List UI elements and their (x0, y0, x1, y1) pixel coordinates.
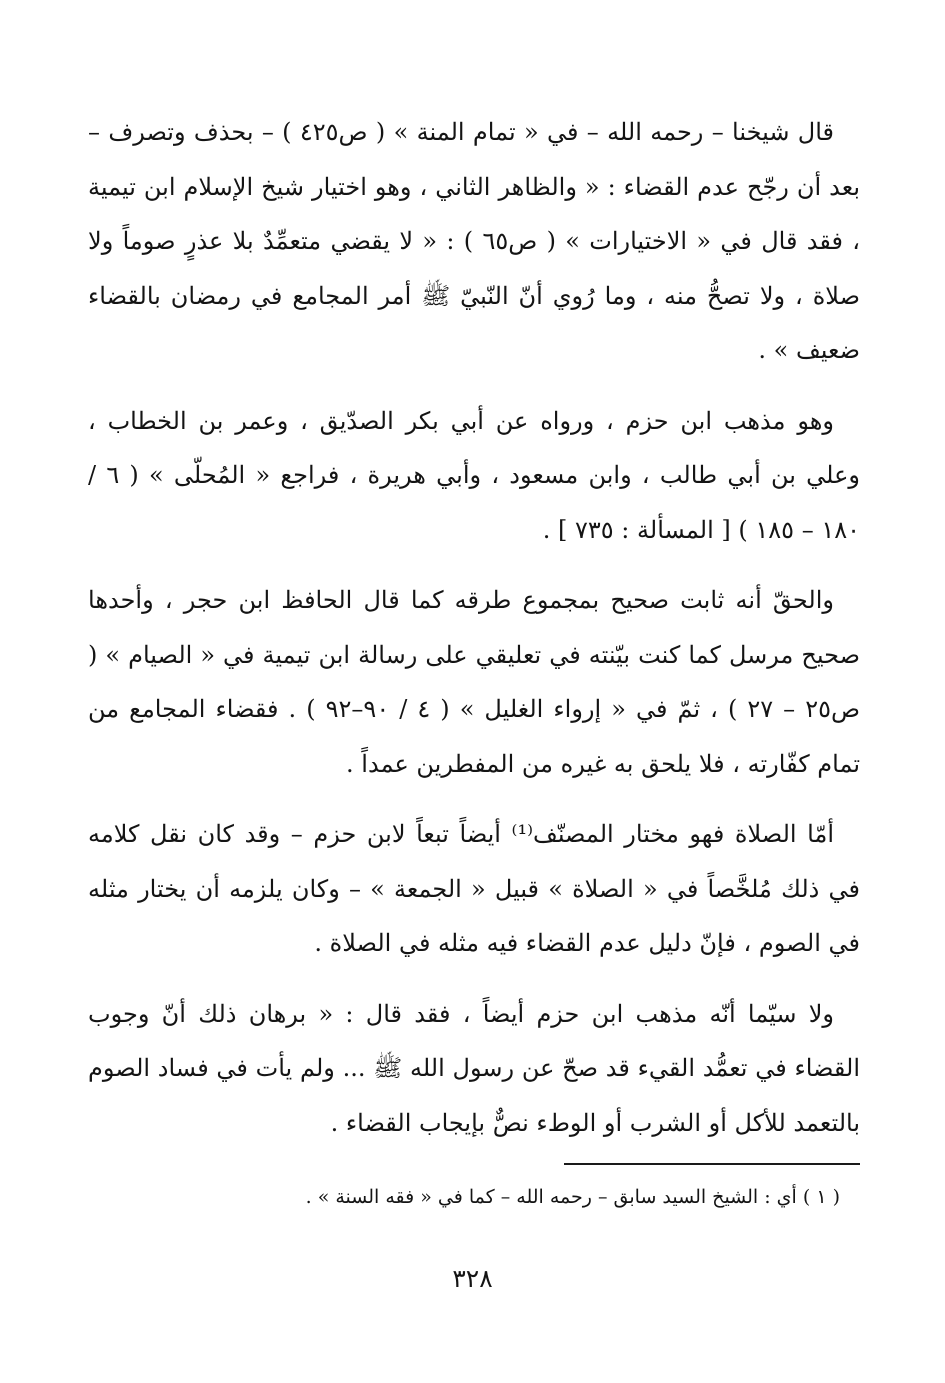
footnote: ( ١ ) أي : الشيخ السيد سابق – رحمه الله – كما في « فقه السنة » . (305, 1186, 840, 1208)
footnote-separator (564, 1163, 860, 1165)
page-body (88, 105, 860, 1166)
page-number: ٣٢٨ (452, 1264, 493, 1293)
paragraph-3: والحقّ أنه ثابت صحيح بمجموع طرقه كما قال الحافظ ابن حجر ، وأحدها صحيح مرسل كما كنت بيّنته في تعليقي على رسالة ابن تيمية في « الصيام » ( ص٢٥ – ٢٧ ) ، ثمّ في « إرواء الغليل » ( ٤ / ٩٠–٩٢ ) . فقضاء المجامع من تمام كفّارته ، فلا يلحق به غيره من المفطرين عمداً . (88, 586, 861, 778)
paragraph-5: ولا سيّما أنّه مذهب ابن حزم أيضاً ، فقد قال : « برهان ذلك أنّ وجوب القضاء في تعمُّد القيء قد صحّ عن رسول الله ﷺ ... ولم يأت في فساد الصوم بالتعمد للأكل أو الشرب أو الوطء نصٌّ بإيجاب القضاء . (88, 999, 860, 1137)
paragraph-1: قال شيخنا – رحمه الله – في « تمام المنة » ( ص٤٢٥ ) – بحذف وتصرف – بعد أن رجّح عدم القضاء : « والظاهر الثاني ، وهو اختيار شيخ الإسلام ابن تيمية ، فقد قال في « الاختيارات » ( ص٦٥ ) : « لا يقضي متعمِّدٌ بلا عذرٍ صوماً ولا صلاة ، ولا تصحُّ منه ، وما رُوي أنّ النّبيّ ﷺ أمر المجامع في رمضان بالقضاء ضعيف » . (88, 118, 860, 364)
paragraph-2: وهو مذهب ابن حزم ، ورواه عن أبي بكر الصدّيق ، وعمر بن الخطاب ، وعلي بن أبي طالب ، وابن مسعود ، وأبي هريرة ، فراجع « المُحلّى » ( ٦ / ١٨٠ – ١٨٥ ) [ المسألة : ٧٣٥ ] . (88, 406, 860, 544)
paragraph-4: أمّا الصلاة فهو مختار المصنّف⁽¹⁾ أيضاً تبعاً لابن حزم – وقد كان نقل كلامه في ذلك مُلخَّصاً في « الصلاة » قبيل « الجمعة » – وكان يلزمه أن يختار مثله في الصوم ، فإنّ دليل عدم القضاء فيه مثله في الصلاة . (88, 820, 860, 957)
